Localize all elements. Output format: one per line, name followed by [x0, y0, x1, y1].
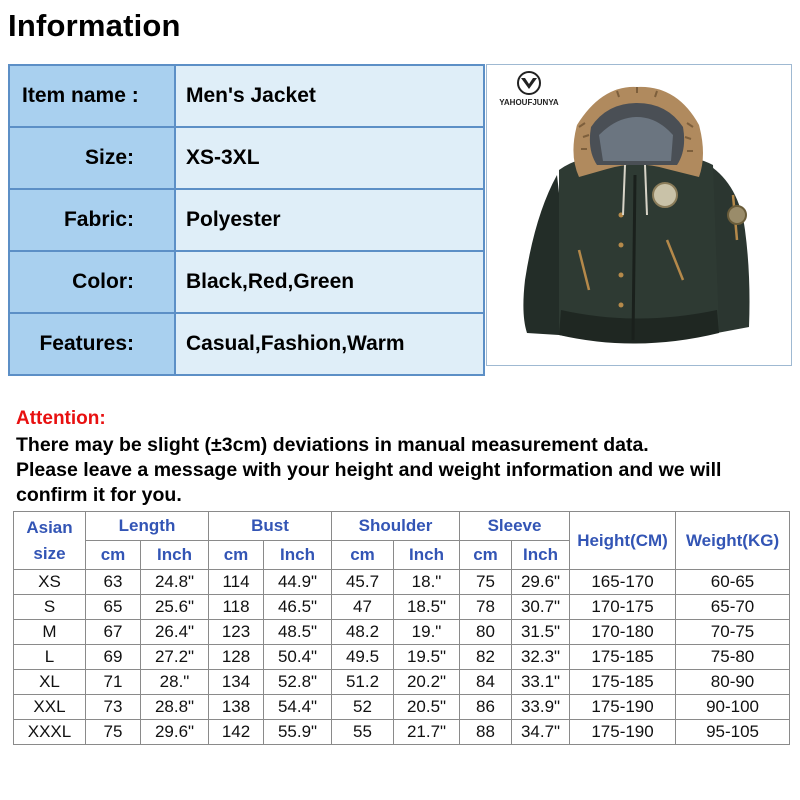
info-label: Fabric: [9, 189, 175, 251]
size-cell: 175-190 [570, 695, 676, 720]
size-cell: 33.1" [512, 670, 570, 695]
size-cell: 60-65 [676, 570, 790, 595]
info-label: Color: [9, 251, 175, 313]
size-cell: 29.6" [512, 570, 570, 595]
size-cell: 65 [86, 595, 141, 620]
size-cell: 69 [86, 645, 141, 670]
size-cell: 25.6" [141, 595, 209, 620]
size-cell: 170-175 [570, 595, 676, 620]
info-label: Item name : [9, 65, 175, 127]
size-cell: XXXL [14, 720, 86, 745]
col-sleeve: Sleeve [460, 512, 570, 541]
size-cell: 170-180 [570, 620, 676, 645]
size-cell: 175-190 [570, 720, 676, 745]
size-cell: 32.3" [512, 645, 570, 670]
size-row [14, 645, 790, 670]
size-cell: 48.2 [332, 620, 394, 645]
info-value: Men's Jacket [175, 65, 484, 127]
size-cell: 80 [460, 620, 512, 645]
col-shoulder: Shoulder [332, 512, 460, 541]
size-cell: 142 [209, 720, 264, 745]
size-cell: 138 [209, 695, 264, 720]
size-cell: 52.8" [264, 670, 332, 695]
size-cell: 19." [394, 620, 460, 645]
size-cell: 52 [332, 695, 394, 720]
size-cell: 63 [86, 570, 141, 595]
page-title: Information [8, 8, 181, 43]
size-cell: 45.7 [332, 570, 394, 595]
size-cell: 26.4" [141, 620, 209, 645]
size-cell: 51.2 [332, 670, 394, 695]
brand-logo-icon [518, 72, 540, 94]
size-cell: 44.9" [264, 570, 332, 595]
info-value: Casual,Fashion,Warm [175, 313, 484, 375]
size-cell: 114 [209, 570, 264, 595]
size-cell: 88 [460, 720, 512, 745]
size-cell: 34.7" [512, 720, 570, 745]
size-cell: 128 [209, 645, 264, 670]
attention-line: confirm it for you. [16, 484, 182, 506]
size-cell: 75 [86, 720, 141, 745]
size-row [14, 595, 790, 620]
info-label: Features: [9, 313, 175, 375]
jacket-icon [523, 87, 749, 344]
size-cell: 95-105 [676, 720, 790, 745]
size-cell: M [14, 620, 86, 645]
size-cell: 28.8" [141, 695, 209, 720]
size-cell: 33.9" [512, 695, 570, 720]
size-chart-table [13, 511, 790, 745]
info-row-fabric [9, 189, 484, 251]
size-cell: 67 [86, 620, 141, 645]
info-row-item-name [9, 65, 484, 127]
size-chart-header-row [14, 512, 790, 541]
size-cell: 20.5" [394, 695, 460, 720]
product-photo [486, 64, 792, 366]
size-cell: 84 [460, 670, 512, 695]
col-weight: Weight(KG) [676, 512, 790, 570]
size-cell: 30.7" [512, 595, 570, 620]
info-value: XS-3XL [175, 127, 484, 189]
size-cell: 75-80 [676, 645, 790, 670]
size-cell: 75 [460, 570, 512, 595]
unit-inch: Inch [512, 541, 570, 570]
size-row [14, 620, 790, 645]
size-row [14, 570, 790, 595]
info-value: Polyester [175, 189, 484, 251]
info-row-features [9, 313, 484, 375]
unit-inch: Inch [264, 541, 332, 570]
size-row [14, 720, 790, 745]
size-cell: 48.5" [264, 620, 332, 645]
attention-line: Please leave a message with your height and weight information and we will [16, 459, 722, 481]
size-cell: 70-75 [676, 620, 790, 645]
size-cell: 20.2" [394, 670, 460, 695]
size-cell: 90-100 [676, 695, 790, 720]
info-value: Black,Red,Green [175, 251, 484, 313]
size-cell: 18.5" [394, 595, 460, 620]
size-cell: 19.5" [394, 645, 460, 670]
size-cell: 82 [460, 645, 512, 670]
size-cell: 175-185 [570, 670, 676, 695]
info-row-color [9, 251, 484, 313]
size-row [14, 695, 790, 720]
size-cell: 28." [141, 670, 209, 695]
unit-cm: cm [209, 541, 264, 570]
size-cell: 80-90 [676, 670, 790, 695]
unit-cm: cm [86, 541, 141, 570]
product-info-table [8, 64, 485, 376]
size-cell: 71 [86, 670, 141, 695]
size-cell: S [14, 595, 86, 620]
size-cell: L [14, 645, 86, 670]
size-cell: XL [14, 670, 86, 695]
size-cell: 46.5" [264, 595, 332, 620]
attention-line: There may be slight (±3cm) deviations in manual measurement data. [16, 434, 649, 456]
size-cell: 55 [332, 720, 394, 745]
size-cell: 86 [460, 695, 512, 720]
col-length: Length [86, 512, 209, 541]
jacket-illustration [487, 65, 791, 365]
size-cell: 47 [332, 595, 394, 620]
size-cell: 175-185 [570, 645, 676, 670]
unit-inch: Inch [141, 541, 209, 570]
unit-cm: cm [460, 541, 512, 570]
size-cell: 49.5 [332, 645, 394, 670]
size-cell: XXL [14, 695, 86, 720]
unit-inch: Inch [394, 541, 460, 570]
info-label: Size: [9, 127, 175, 189]
size-cell: 27.2" [141, 645, 209, 670]
size-cell: 31.5" [512, 620, 570, 645]
brand-name: YAHOUFJUNYA [499, 98, 559, 107]
size-cell: 165-170 [570, 570, 676, 595]
size-cell: 123 [209, 620, 264, 645]
unit-cm: cm [332, 541, 394, 570]
size-cell: 73 [86, 695, 141, 720]
col-bust: Bust [209, 512, 332, 541]
size-cell: 29.6" [141, 720, 209, 745]
size-cell: 55.9" [264, 720, 332, 745]
info-row-size [9, 127, 484, 189]
attention-title: Attention: [16, 408, 106, 429]
size-cell: 78 [460, 595, 512, 620]
size-cell: 54.4" [264, 695, 332, 720]
size-cell: 50.4" [264, 645, 332, 670]
col-height: Height(CM) [570, 512, 676, 570]
size-cell: 18." [394, 570, 460, 595]
size-cell: 118 [209, 595, 264, 620]
col-asian-size: Asian size [14, 512, 86, 570]
size-cell: 24.8" [141, 570, 209, 595]
size-cell: 65-70 [676, 595, 790, 620]
size-cell: 21.7" [394, 720, 460, 745]
size-cell: 134 [209, 670, 264, 695]
size-cell: XS [14, 570, 86, 595]
size-row [14, 670, 790, 695]
